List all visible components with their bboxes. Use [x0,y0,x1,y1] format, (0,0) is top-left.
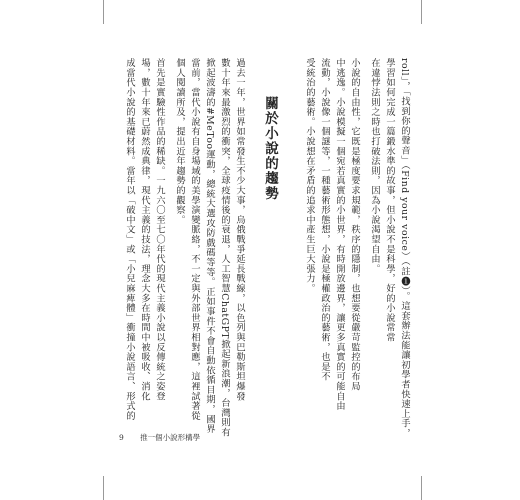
text-column: 中逃逸。小說模擬一個宛若真實的小世界，有時開放邊界，讓更多真實的可能自由 [334,58,345,411]
text-column: 個人閱讀所及，提出近年趨勢的觀察。 [174,58,185,225]
text-column: 掀起波濤的#MeToo運動，總統大選攻防戲碼等等。正如事件不會自動依循目期，國界 [204,58,215,434]
text-column: 首先是實驗性作品的稀缺。一九六〇至七〇年代的現代主義小說以反傳統之姿登 [154,58,165,401]
text-column: 在違悖法則之時也打破法則，因為小說渴望自由。 [369,58,380,274]
section-heading: 關於小說的趨勢 [262,96,278,201]
text-column: 學習如何完成一篇鍛水準的故事，但小說不是科學，好的小說常常 [384,58,395,343]
running-title: 推一個小說形構學 [140,433,201,442]
text-column: 受統治的藝術。小說想在矛盾的追求中產生巨大張力。 [304,58,315,294]
text-column: 過去一年，世界如常發生不少大事，烏俄戰爭延長戰線，以色列與巴勒斯坦爆發 [234,58,245,401]
page-footer [119,432,200,443]
text-column: 當前，當代小說有自身場域的美學演變脈絡，不一定與外部世界相對應，這裡試著從 [189,58,200,421]
crop-mark [421,476,422,500]
text-column: 成當代小說的基礎材料。當年以「破中文」或「小兒麻痺體」衝撞小說語言、形式的 [124,58,135,421]
crop-mark [103,0,104,24]
text-column: 流動，小說像一個謎等，一種藝術形態想，小說是極權政治的藝術，也是不 [319,58,330,382]
page-number: 9 [119,433,124,442]
text-column: 場，數十年來已蔚然成典律，現代主義的技法，理念大多在時間中被吸收、消化 [139,58,150,401]
crop-mark [103,476,104,500]
text-column: 小說的自由性，它既是極度要求規範，秩序的隱制，也想要從嚴苛監控的布局 [349,58,360,392]
text-column: roll」，「找到你的聲音」（Find your voice）（註❶）。這套辦法能讓初學者快速上手， [399,58,410,439]
crop-mark [421,0,422,24]
text-column: 數十年來最激烈的衝突，全球疫情後的衰退，人工智慧ChatGPT掀起新浪潮，台灣則有 [219,58,230,438]
